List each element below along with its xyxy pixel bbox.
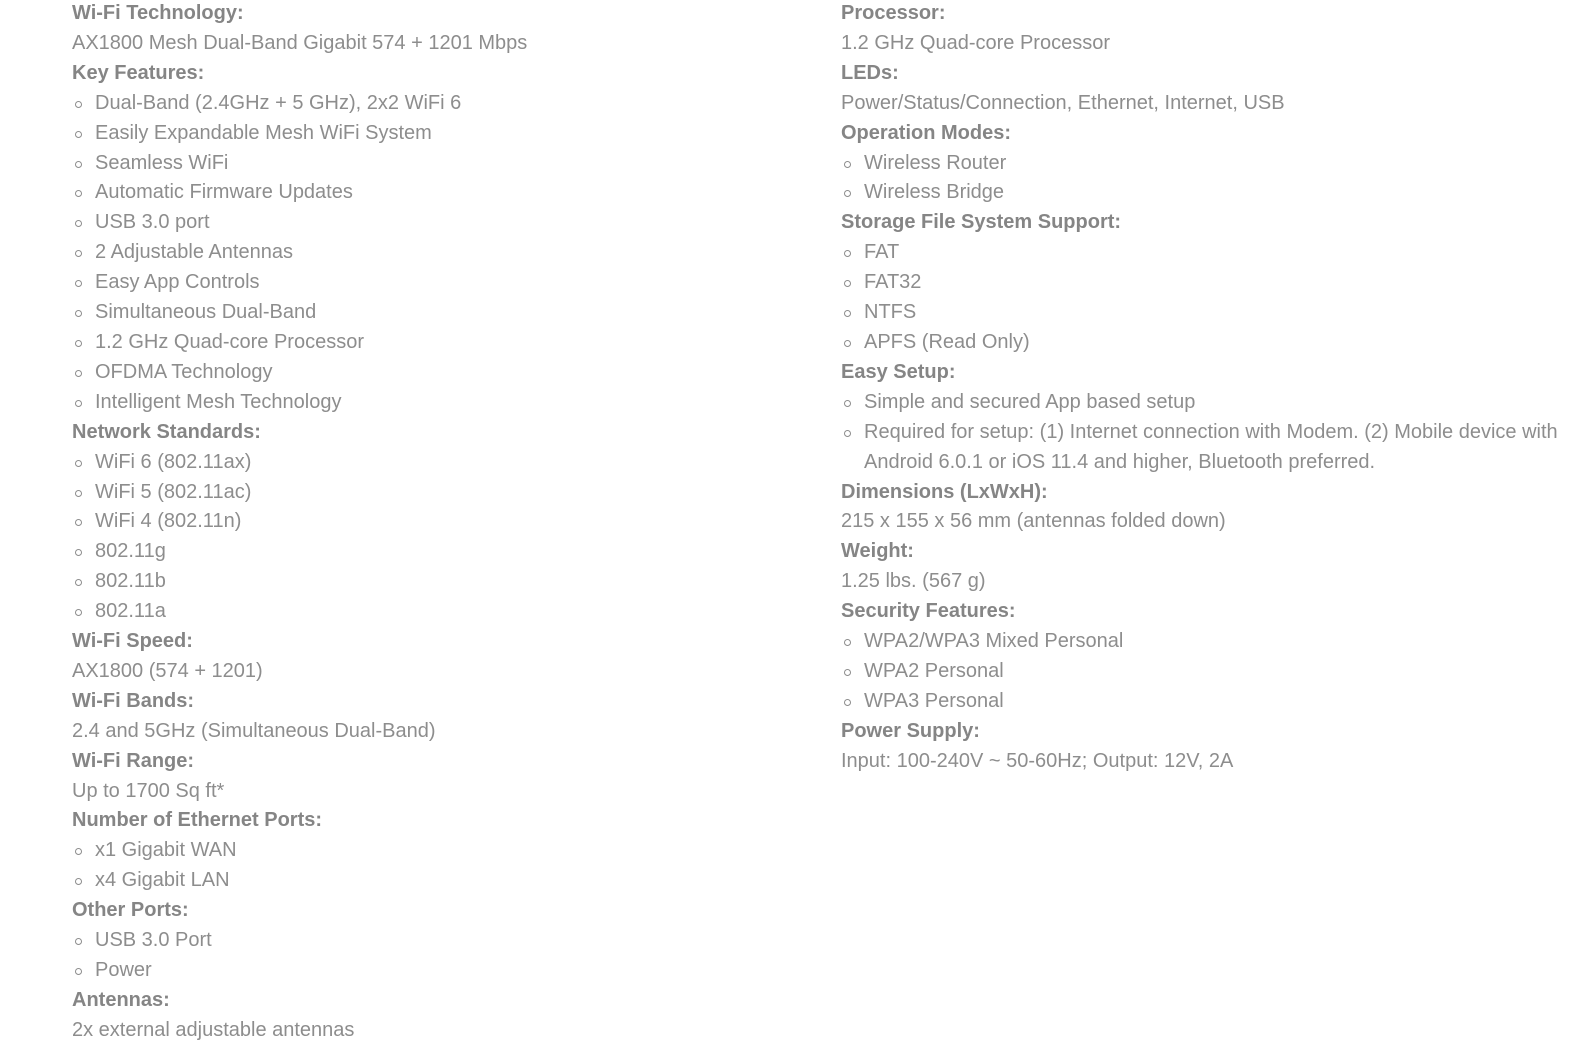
spec-label-other-ports: Other Ports: [72,899,189,922]
spec-value-wifi-technology: AX1800 Mesh Dual-Band Gigabit 574 + 1201 Mbps [72,31,528,54]
spec-label-antennas: Antennas: [72,988,170,1011]
spec-label-wifi-bands: Wi-Fi Bands: [72,689,195,712]
spec-label-wifi-speed: Wi-Fi Speed: [72,630,193,653]
circle-bullet-icon [75,190,82,197]
circle-bullet-icon [844,161,851,168]
spec-value-leds: Power/Status/Connection, Ethernet, Internet, USB [841,91,1285,114]
list-item: NTFS [841,298,1561,328]
list-item: Automatic Firmware Updates [72,178,792,208]
spec-label-leds: LEDs: [841,61,899,84]
spec-label-network-standards: Network Standards: [72,420,261,443]
circle-bullet-icon [75,878,82,885]
circle-bullet-icon [844,190,851,197]
spec-value-dimensions: 215 x 155 x 56 mm (antennas folded down) [841,510,1226,533]
list-item: Easily Expandable Mesh WiFi System [72,119,792,149]
list-item: FAT32 [841,268,1561,298]
spec-label-wifi-technology: Wi-Fi Technology: [72,2,244,24]
spec-column-right [841,0,1561,777]
list-item: Simple and secured App based setup [841,388,1561,418]
spec-label-security: Security Features: [841,600,1016,623]
spec-label-power-supply: Power Supply: [841,719,980,742]
circle-bullet-icon [75,938,82,945]
list-item: 802.11b [72,567,792,597]
circle-bullet-icon [75,519,82,526]
list-item: USB 3.0 port [72,208,792,238]
spec-label-ethernet-ports: Number of Ethernet Ports: [72,809,323,832]
circle-bullet-icon [844,280,851,287]
spec-column-left [72,0,792,1046]
circle-bullet-icon [75,460,82,467]
list-item: 2 Adjustable Antennas [72,238,792,268]
list-item: x1 Gigabit WAN [72,836,792,866]
list-item: x4 Gigabit LAN [72,866,792,896]
circle-bullet-icon [844,400,851,407]
circle-bullet-icon [75,280,82,287]
circle-bullet-icon [75,579,82,586]
circle-bullet-icon [844,639,851,646]
list-item: WPA2 Personal [841,657,1561,687]
circle-bullet-icon [75,161,82,168]
circle-bullet-icon [844,699,851,706]
list-item: USB 3.0 Port [72,926,792,956]
circle-bullet-icon [75,340,82,347]
circle-bullet-icon [75,131,82,138]
list-item: 1.2 GHz Quad-core Processor [72,328,792,358]
spec-label-wifi-range: Wi-Fi Range: [72,749,195,772]
circle-bullet-icon [75,490,82,497]
circle-bullet-icon [75,310,82,317]
circle-bullet-icon [844,669,851,676]
list-item: Required for setup: (1) Internet connection with Modem. (2) Mobile device with Android 6.0.1 or iOS 11.4 and higher, Bluetooth preferred. [841,418,1564,478]
list-item: WPA3 Personal [841,687,1561,717]
list-item: WiFi 6 (802.11ax) [72,448,792,478]
circle-bullet-icon [844,310,851,317]
spec-label-processor: Processor: [841,2,946,24]
list-item: Intelligent Mesh Technology [72,388,792,418]
circle-bullet-icon [75,968,82,975]
list-item: Wireless Router [841,149,1561,179]
circle-bullet-icon [75,220,82,227]
list-item: Power [72,956,792,986]
list-item: Simultaneous Dual-Band [72,298,792,328]
list-item: OFDMA Technology [72,358,792,388]
list-item: Wireless Bridge [841,178,1561,208]
list-item: Easy App Controls [72,268,792,298]
list-item: FAT [841,238,1561,268]
spec-label-storage: Storage File System Support: [841,211,1122,234]
circle-bullet-icon [844,340,851,347]
spec-label-dimensions: Dimensions (LxWxH): [841,480,1048,503]
spec-value-weight: 1.25 lbs. (567 g) [841,570,986,593]
spec-value-power-supply: Input: 100-240V ~ 50-60Hz; Output: 12V, 2A [841,749,1234,772]
spec-label-operation-modes: Operation Modes: [841,121,1012,144]
list-item: 802.11g [72,537,792,567]
circle-bullet-icon [75,848,82,855]
list-item: WiFi 4 (802.11n) [72,507,792,537]
spec-value-processor: 1.2 GHz Quad-core Processor [841,31,1110,54]
list-item: Seamless WiFi [72,149,792,179]
spec-value-wifi-bands: 2.4 and 5GHz (Simultaneous Dual-Band) [72,719,436,742]
circle-bullet-icon [75,549,82,556]
list-item: APFS (Read Only) [841,328,1561,358]
list-item: WPA2/WPA3 Mixed Personal [841,627,1561,657]
circle-bullet-icon [75,609,82,616]
circle-bullet-icon [75,370,82,377]
circle-bullet-icon [75,101,82,108]
circle-bullet-icon [75,250,82,257]
spec-label-easy-setup: Easy Setup: [841,360,956,383]
spec-value-antennas: 2x external adjustable antennas [72,1018,355,1041]
spec-label-key-features: Key Features: [72,61,205,84]
list-item: 802.11a [72,597,792,627]
spec-value-wifi-range: Up to 1700 Sq ft* [72,779,225,802]
spec-label-weight: Weight: [841,540,914,563]
circle-bullet-icon [844,250,851,257]
list-item: Dual-Band (2.4GHz + 5 GHz), 2x2 WiFi 6 [72,89,792,119]
spec-value-wifi-speed: AX1800 (574 + 1201) [72,659,263,682]
list-item: WiFi 5 (802.11ac) [72,478,792,508]
circle-bullet-icon [844,430,851,437]
circle-bullet-icon [75,400,82,407]
